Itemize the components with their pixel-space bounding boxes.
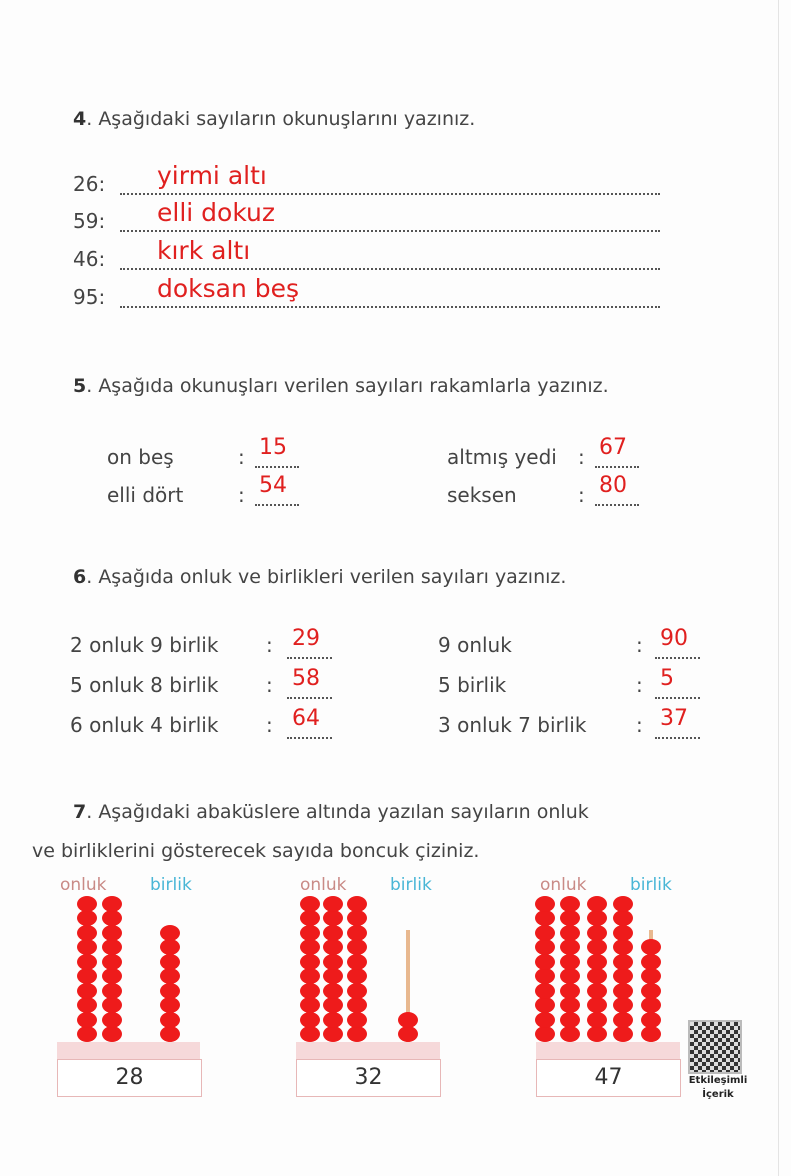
bead[interactable]: [560, 925, 580, 941]
bead[interactable]: [535, 1012, 555, 1028]
q4-answer[interactable]: elli dokuz: [157, 198, 276, 227]
q6-answer[interactable]: 90: [660, 626, 688, 651]
bead[interactable]: [323, 968, 343, 984]
bead[interactable]: [300, 1026, 320, 1042]
bead[interactable]: [347, 968, 367, 984]
answer-line: [255, 504, 299, 506]
bead[interactable]: [160, 925, 180, 941]
q4-number: 4: [73, 108, 87, 130]
bead[interactable]: [102, 983, 122, 999]
bead[interactable]: [323, 910, 343, 926]
bead[interactable]: [613, 910, 633, 926]
bead[interactable]: [347, 997, 367, 1013]
bead[interactable]: [398, 1026, 418, 1042]
q5-heading: [73, 375, 609, 397]
answer-line: [287, 737, 332, 739]
q6-label: 9 onluk: [438, 633, 512, 657]
answer-line: [287, 657, 332, 659]
abacus-number: 47: [536, 1059, 681, 1097]
bead[interactable]: [560, 968, 580, 984]
qr-caption-line1: Etkileşimli: [688, 1075, 748, 1086]
bead[interactable]: [77, 968, 97, 984]
bead[interactable]: [613, 997, 633, 1013]
q5-answer[interactable]: 15: [259, 435, 287, 460]
bead[interactable]: [323, 997, 343, 1013]
bead[interactable]: [587, 968, 607, 984]
bead[interactable]: [160, 997, 180, 1013]
colon: :: [578, 483, 585, 507]
bead[interactable]: [300, 968, 320, 984]
q5-text: . Aşağıda okunuşları verilen sayıları rakamlarla yazınız.: [86, 375, 609, 397]
bead[interactable]: [613, 1012, 633, 1028]
answer-line: [287, 697, 332, 699]
bead[interactable]: [587, 910, 607, 926]
q5-answer[interactable]: 80: [599, 473, 627, 498]
abacus-number: 28: [57, 1059, 202, 1097]
qr-caption-line2: İçerik: [702, 1089, 734, 1100]
q6-text: . Aşağıda onluk ve birlikleri verilen sayıları yazınız.: [86, 566, 567, 588]
bead[interactable]: [613, 968, 633, 984]
q5-answer[interactable]: 67: [599, 435, 627, 460]
bead[interactable]: [613, 954, 633, 970]
bead[interactable]: [102, 954, 122, 970]
bead[interactable]: [347, 954, 367, 970]
bead[interactable]: [560, 1026, 580, 1042]
qr-caption: [678, 1074, 758, 1102]
q4-answer[interactable]: kırk altı: [157, 236, 251, 265]
bead[interactable]: [160, 1012, 180, 1028]
onluk-label: onluk: [540, 875, 587, 895]
bead[interactable]: [102, 997, 122, 1013]
bead[interactable]: [323, 1026, 343, 1042]
q6-label: 5 onluk 8 birlik: [70, 673, 219, 697]
bead[interactable]: [347, 983, 367, 999]
bead[interactable]: [535, 910, 555, 926]
q4-number-label: 95:: [73, 285, 106, 309]
q7-text-line1: . Aşağıdaki abaküslere altında yazılan sayıların onluk: [86, 801, 589, 823]
q6-label: 2 onluk 9 birlik: [70, 633, 219, 657]
bead[interactable]: [77, 1012, 97, 1028]
bead[interactable]: [560, 1012, 580, 1028]
answer-line: [120, 230, 660, 232]
onluk-label: onluk: [300, 875, 347, 895]
colon: :: [238, 483, 245, 507]
bead[interactable]: [560, 983, 580, 999]
bead[interactable]: [160, 939, 180, 955]
q6-answer[interactable]: 29: [292, 626, 320, 651]
q5-word-label: altmış yedi: [447, 445, 557, 469]
colon: :: [266, 713, 273, 737]
bead[interactable]: [347, 896, 367, 912]
bead[interactable]: [300, 925, 320, 941]
q6-label: 5 birlik: [438, 673, 507, 697]
bead[interactable]: [535, 968, 555, 984]
colon: :: [636, 673, 643, 697]
abacus-base: [57, 1042, 200, 1060]
q4-number-label: 59:: [73, 209, 106, 233]
bead[interactable]: [102, 910, 122, 926]
q7-heading-line2: ve birliklerini gösterecek sayıda boncuk çiziniz.: [32, 840, 480, 862]
bead[interactable]: [347, 925, 367, 941]
q6-label: 6 onluk 4 birlik: [70, 713, 219, 737]
birlik-label: birlik: [630, 875, 672, 895]
q6-answer[interactable]: 64: [292, 706, 320, 731]
bead[interactable]: [641, 1026, 661, 1042]
bead[interactable]: [323, 1012, 343, 1028]
answer-line: [655, 657, 700, 659]
bead[interactable]: [535, 1026, 555, 1042]
bead[interactable]: [641, 997, 661, 1013]
page-edge: [778, 0, 779, 1176]
bead[interactable]: [587, 954, 607, 970]
bead[interactable]: [587, 1012, 607, 1028]
onluk-label: onluk: [60, 875, 107, 895]
bead[interactable]: [102, 896, 122, 912]
bead[interactable]: [160, 968, 180, 984]
bead[interactable]: [587, 939, 607, 955]
bead[interactable]: [613, 925, 633, 941]
bead[interactable]: [102, 1012, 122, 1028]
bead[interactable]: [587, 896, 607, 912]
bead[interactable]: [641, 983, 661, 999]
qr-code-icon[interactable]: [688, 1020, 742, 1074]
colon: :: [636, 713, 643, 737]
bead[interactable]: [535, 997, 555, 1013]
bead[interactable]: [613, 939, 633, 955]
bead[interactable]: [641, 1012, 661, 1028]
bead[interactable]: [77, 997, 97, 1013]
answer-line: [120, 306, 660, 308]
q6-answer[interactable]: 58: [292, 666, 320, 691]
bead[interactable]: [613, 1026, 633, 1042]
bead[interactable]: [102, 968, 122, 984]
bead[interactable]: [347, 1012, 367, 1028]
q5-word-label: elli dört: [107, 483, 184, 507]
q5-answer[interactable]: 54: [259, 473, 287, 498]
bead[interactable]: [641, 968, 661, 984]
abacus-number: 32: [296, 1059, 441, 1097]
answer-line: [595, 504, 639, 506]
colon: :: [266, 673, 273, 697]
bead[interactable]: [560, 997, 580, 1013]
bead[interactable]: [300, 1012, 320, 1028]
bead[interactable]: [323, 983, 343, 999]
bead[interactable]: [535, 896, 555, 912]
bead[interactable]: [300, 997, 320, 1013]
bead[interactable]: [300, 896, 320, 912]
answer-line: [595, 466, 639, 468]
bead[interactable]: [535, 925, 555, 941]
colon: :: [578, 445, 585, 469]
colon: :: [238, 445, 245, 469]
q6-answer[interactable]: 5: [660, 666, 674, 691]
answer-line: [655, 737, 700, 739]
bead[interactable]: [535, 939, 555, 955]
bead[interactable]: [323, 939, 343, 955]
birlik-label: birlik: [150, 875, 192, 895]
bead[interactable]: [560, 896, 580, 912]
bead[interactable]: [535, 954, 555, 970]
answer-line: [120, 268, 660, 270]
q4-number-label: 46:: [73, 247, 106, 271]
colon: :: [636, 633, 643, 657]
bead[interactable]: [77, 939, 97, 955]
bead[interactable]: [300, 954, 320, 970]
q5-word-label: on beş: [107, 445, 174, 469]
q4-answer[interactable]: yirmi altı: [157, 161, 267, 190]
bead[interactable]: [613, 983, 633, 999]
q5-word-label: seksen: [447, 483, 517, 507]
abacus-base: [296, 1042, 440, 1060]
birlik-label: birlik: [390, 875, 432, 895]
q4-number-label: 26:: [73, 172, 106, 196]
bead[interactable]: [641, 939, 661, 955]
bead[interactable]: [347, 939, 367, 955]
bead[interactable]: [323, 954, 343, 970]
q4-answer[interactable]: doksan beş: [157, 274, 300, 303]
q4-text: . Aşağıdaki sayıların okunuşlarını yazınız.: [86, 108, 476, 130]
bead[interactable]: [102, 1026, 122, 1042]
bead[interactable]: [613, 896, 633, 912]
bead[interactable]: [77, 925, 97, 941]
bead[interactable]: [641, 954, 661, 970]
q5-number: 5: [73, 375, 87, 397]
q6-answer[interactable]: 37: [660, 706, 688, 731]
bead[interactable]: [77, 896, 97, 912]
bead[interactable]: [398, 1012, 418, 1028]
bead[interactable]: [587, 1026, 607, 1042]
colon: :: [266, 633, 273, 657]
q7-heading: [73, 801, 589, 823]
bead[interactable]: [77, 910, 97, 926]
q7-number: 7: [73, 801, 87, 823]
bead[interactable]: [323, 896, 343, 912]
answer-line: [655, 697, 700, 699]
q6-label: 3 onluk 7 birlik: [438, 713, 587, 737]
q6-heading: [73, 566, 566, 588]
bead[interactable]: [560, 954, 580, 970]
bead[interactable]: [347, 910, 367, 926]
bead[interactable]: [160, 954, 180, 970]
bead[interactable]: [300, 939, 320, 955]
bead[interactable]: [77, 954, 97, 970]
bead[interactable]: [587, 925, 607, 941]
q6-number: 6: [73, 566, 87, 588]
bead[interactable]: [160, 1026, 180, 1042]
bead[interactable]: [300, 910, 320, 926]
bead[interactable]: [323, 925, 343, 941]
bead[interactable]: [77, 1026, 97, 1042]
bead[interactable]: [347, 1026, 367, 1042]
bead[interactable]: [300, 983, 320, 999]
bead[interactable]: [77, 983, 97, 999]
bead[interactable]: [587, 997, 607, 1013]
bead[interactable]: [560, 910, 580, 926]
bead[interactable]: [560, 939, 580, 955]
bead[interactable]: [102, 939, 122, 955]
bead[interactable]: [102, 925, 122, 941]
bead[interactable]: [587, 983, 607, 999]
answer-line: [255, 466, 299, 468]
answer-line: [120, 193, 660, 195]
q4-heading: [73, 108, 475, 130]
bead[interactable]: [160, 983, 180, 999]
abacus-base: [536, 1042, 680, 1060]
bead[interactable]: [535, 983, 555, 999]
